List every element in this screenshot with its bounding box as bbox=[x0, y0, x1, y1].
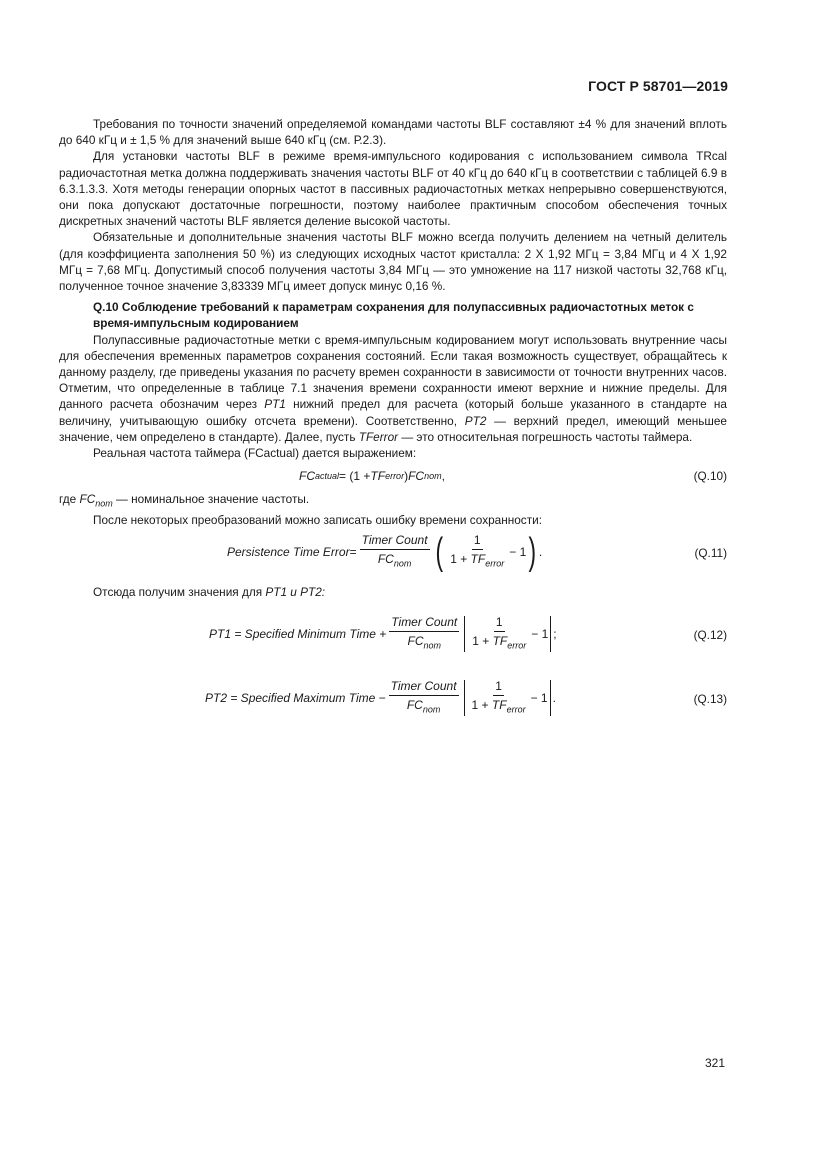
paragraph-transform: После некоторых преобразований можно записать ошибку времени сохранности: bbox=[93, 512, 542, 527]
section-title: Q.10 Соблюдение требований к параметрам сохранения для полупассивных радиочастотных меток с время-импульсным кодированием bbox=[93, 300, 694, 331]
paragraph-blf-division: Обязательные и дополнительные значения частоты BLF можно всегда получить делением на четный делитель (для коэффициента заполнения 50 %) из следующих исходных частот кристалла: 2 X 1,92 МГц = 3,84 МГц и 4 X 1,92 МГц = 7,68 МГц. Допустимый способ получения частоты 3,84 МГц — это умножение на 117 низкой частоты 32,768 кГц, полученное точное значение 3,83339 МГц имеет допуск минус 0,16 %. bbox=[59, 230, 727, 294]
equation-q11: Persistence Time Error = $\frac{\text{Timer Count}}{FC_{nom}}$ ( $\frac{1}{1 + TF_{error}}$ − 1 ) . (Q.11) bbox=[227, 530, 727, 573]
equation-q10: FC actual = (1 + TF error ) FC nom , (Q.10) bbox=[299, 469, 727, 484]
equation-q12: PT1 = Specified Minimum Time + $\frac{\text{Timer Count}}{FC_{nom}}$ $\frac{1}{1 + TF_{error}}$ − 1 ; (Q.12) bbox=[209, 615, 727, 651]
paragraph-blf-accuracy: Требования по точности значений определяемой командами частоты BLF составляют ±4 % для значений вплоть до 640 кГц и ± 1,5 % для значений выше 640 кГц (см. Р.2.3). bbox=[59, 117, 727, 148]
document-header: ГОСТ Р 58701—2019 bbox=[588, 78, 728, 94]
equation-q13: PT2 = Specified Maximum Time − $\frac{\text{Timer Count}}{FC_{nom}}$ $\frac{1}{1 + TF_{error}}$ − 1 . (Q.13) bbox=[205, 679, 727, 715]
equation-number: (Q.13) bbox=[693, 692, 727, 707]
paragraph-pt-values: Отсюда получим значения для PT1 и PT2: bbox=[93, 585, 326, 600]
equation-number: (Q.12) bbox=[693, 628, 727, 643]
paragraph-fcactual: Реальная частота таймера (FCactual) дается выражением: bbox=[93, 446, 417, 461]
paragraph-fcnom: где $FC_{nom}$ — номинальное значение частоты. bbox=[59, 492, 310, 509]
paragraph-persistence: Полупассивные радиочастотные метки с время-импульсным кодированием могут использовать внутренние часы для обеспечения временных параметров сохранения состояний. Если такая возможность существует, обращайтесь к данному разделу, где приведены указания по расчету времен сохранности в зависимости от точности внутренних часов. Отметим, что определенные в таблице 7.1 значения времени сохранности имеют верхние и нижние пределы. Для данного расчета обозначим через PT1 нижний предел для расчета (который больше указанного в стандарте на величину, учитывающую ошибку отсчета времени). Соответственно, PT2 — верхний предел, имеющий меньшее значение, чем определено в стандарте). Далее, пусть TFerror — это относительная погрешность частоты таймера. bbox=[59, 332, 727, 444]
page-number: 321 bbox=[704, 1056, 725, 1070]
page-body bbox=[59, 116, 727, 724]
paragraph-blf-setting: Для установки частоты BLF в режиме время-импульсного кодирования с использованием символа TRcal радиочастотная метка должна поддерживать значения частоты BLF от 40 кГц до 640 кГц в соответствии с таблицей 6.9 в 6.3.1.3.3. Хотя методы генерации опорных частот в пассивных радиочастотных метках непрерывно совершенствуются, они пока допускают достаточные погрешности, поэтому наиболее практичным способом обеспечения точных дискретных значений частоты BLF является деление высокой частоты. bbox=[59, 149, 727, 229]
equation-number: (Q.11) bbox=[694, 545, 727, 560]
equation-number: (Q.10) bbox=[693, 469, 727, 484]
